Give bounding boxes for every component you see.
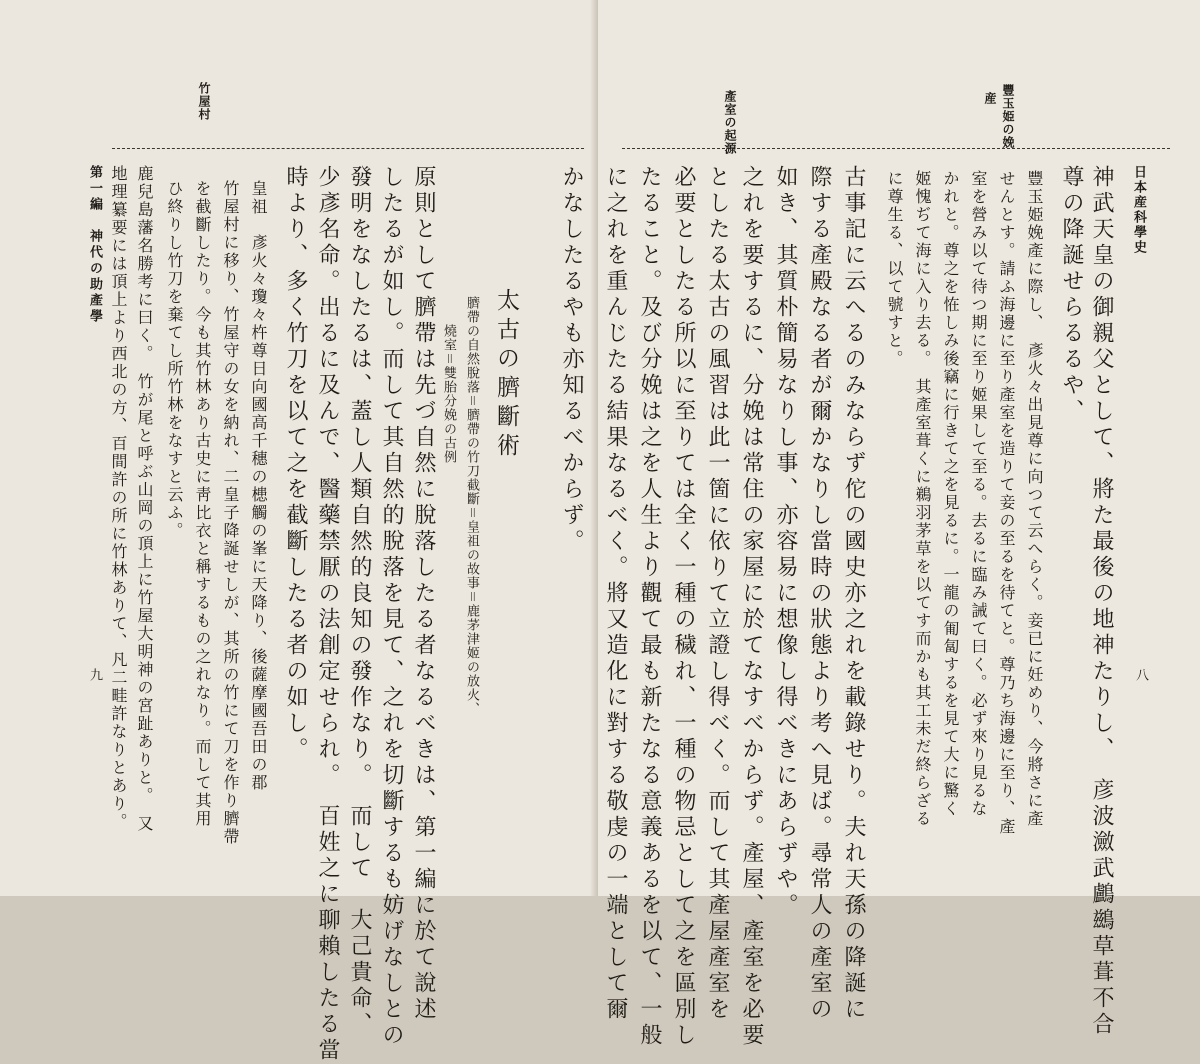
- text-column: 古事記に云へるのみならず佗の國史亦之れを載錄せり。夫れ天孫の降誕に: [841, 165, 866, 1023]
- page-number: 八: [1133, 668, 1148, 681]
- text-column: したるが如し。而して其自然的脫落を見て、之れを切斷するも妨げなしとの: [379, 165, 404, 1049]
- section-summary-line: 燒室＝雙胎分娩の古例: [441, 324, 456, 465]
- section-summary-line: 臍帶の自然脫落＝臍帶の竹刀截斷＝皇祖の故事＝鹿茅津姬の放火、: [464, 296, 479, 717]
- text-column: 皇祖 彥火々瓊々杵尊日向國高千穗の槵觸の峯に天降り、後薩摩國吾田の郡: [249, 180, 268, 792]
- text-column: 原則として臍帶は先づ自然に脫落したる者なるべきは、第一編に於て說述: [411, 165, 436, 1023]
- text-column: 少彥名命。出るに及んで、醫藥禁厭の法創定せられ。 百姓之に聊賴したる當: [315, 165, 340, 1064]
- text-column: 尊の降誕せらるるや、: [1059, 165, 1084, 425]
- text-column: 鹿兒島藩名勝考に曰く。 竹が尾と呼ぶ山岡の頂上に竹屋大明神の宮趾ありと。 又: [135, 165, 154, 833]
- marginal-note: 竹屋村: [197, 82, 211, 121]
- text-column: 姬愧ぢて海に入り去る。 其產室葺くに鵜羽茅草を以てす而かも其工未だ終らざる: [913, 170, 932, 828]
- section-title: 太古の臍斷術: [493, 288, 519, 462]
- text-column: 時より、多く竹刀を以て之を截斷したる者の如し。: [283, 165, 308, 763]
- text-column: に之れを重んじたる結果なるべく。將又造化に對する敬虔の一端として爾: [603, 165, 628, 1023]
- text-column: 如き、其質朴簡易なりし事、亦容易に想像し得べきにあらずや。: [773, 165, 798, 919]
- text-column: かれと。尊之を恠しみ後竊に行きて之を見るに。一龍の匍匐するを見て大に驚く: [941, 170, 960, 818]
- text-column: 之れを要するに、分娩は常住の家屋に於てなすべからず。產屋、產室を必要: [739, 165, 764, 1049]
- text-column: を截斷したり。今も其竹林あり古史に靑比衣と稱するもの之れなり。而して其用: [193, 180, 212, 828]
- running-head: 第一編 神代の助產學: [87, 165, 102, 325]
- marginal-note: 豐玉姫の娩: [1001, 84, 1015, 149]
- left-page: [0, 0, 598, 1064]
- right-page: [598, 0, 1200, 1049]
- text-column: 必要としたる所以に至りては全く一種の穢れ、一種の物忌として之を區別し: [671, 165, 696, 1049]
- text-column: としたる太古の風習は此一箇に依りて立證し得べく。而して其產屋產室を: [705, 165, 730, 1023]
- header-rule: [112, 148, 584, 149]
- text-column: 地理纂要には頂上より西北の方、百間許の所に竹林ありて、凡二畦許なりとあり。: [109, 165, 128, 831]
- text-column: 室を營み以て待つ期に至り姬果して至る。去るに臨み誡て曰く。必ず來り見るな: [969, 170, 988, 818]
- text-column: たること。及び分娩は之を人生より觀て最も新たなる意義あるを以て、一般: [637, 165, 662, 1049]
- running-head: 日本産科學史: [1131, 165, 1146, 255]
- text-column: 神武天皇の御親父として、將た最後の地神たりし、 彦波瀲武鸕鷀草葺不合: [1089, 165, 1114, 1038]
- text-column: 竹屋村に移り、竹屋守の女を納れ、二皇子降誕せしが、其所の竹にて刀を作り臍帶: [221, 180, 240, 846]
- text-column: せんとす。請ふ海邊に至り產室を造りて妾の至るを待てと。尊乃ち海邊に至り、產: [997, 170, 1016, 836]
- text-column: 際する產殿なる者が爾かなりし當時の狀態より考へ見ば。尋常人の產室の: [807, 165, 832, 1023]
- text-column: 發明をなしたるは、蓋し人類自然的良知の發作なり。 而して 大己貴命、: [347, 165, 372, 1038]
- text-column: かなしたるやも亦知るべからず。: [559, 165, 584, 555]
- marginal-note: 産: [983, 92, 997, 105]
- text-column: に尊生る、以て號すと。: [885, 170, 904, 368]
- header-rule: [622, 148, 1170, 149]
- text-column: 豐玉姫娩產に際し、 彥火々出見尊に向つて云へらく。妾已に妊めり、今將さに產: [1025, 170, 1044, 828]
- page-number: 九: [87, 668, 102, 681]
- text-column: ひ終りし竹刀を棄てし所竹林をなすと云ふ。: [165, 180, 184, 540]
- marginal-note: 產室の起源: [723, 90, 737, 155]
